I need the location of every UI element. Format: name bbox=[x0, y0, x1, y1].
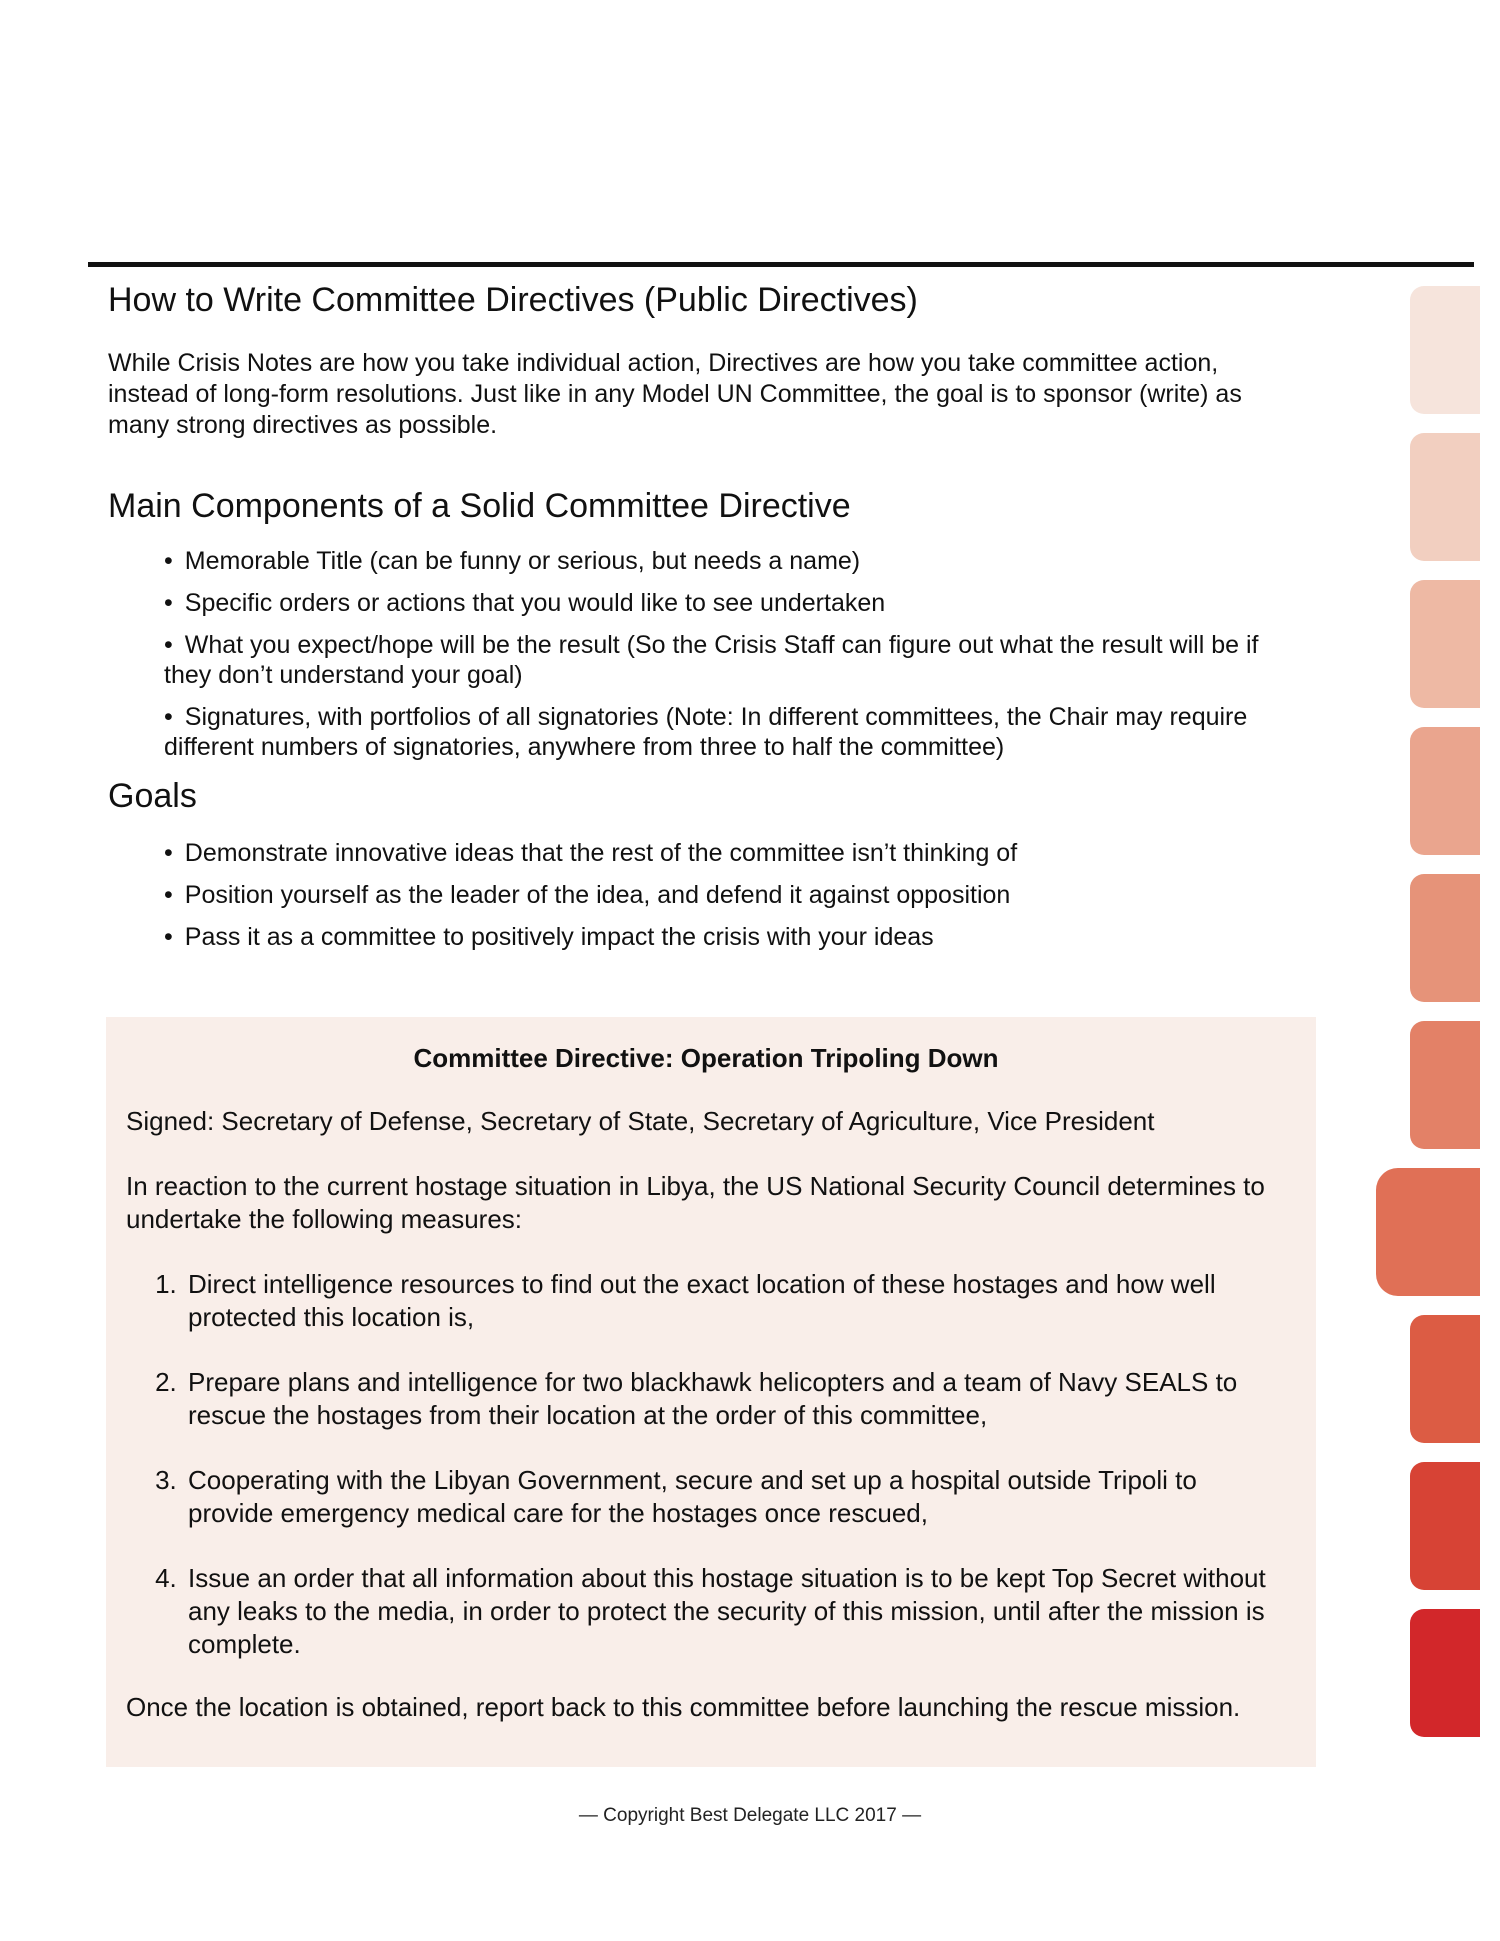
directive-example-box bbox=[106, 1017, 1316, 1767]
list-item: • Specific orders or actions that you would like to see undertaken bbox=[164, 588, 1294, 618]
components-list bbox=[108, 546, 1294, 762]
section-tab-7-active[interactable] bbox=[1376, 1168, 1480, 1296]
intro-paragraph: While Crisis Notes are how you take individual action, Directives are how you take committee action, instead of long-form resolutions. Just like in any Model UN Committee, the goal is to sponsor (write) as many strong directives as possible. bbox=[108, 349, 1242, 439]
goals-list bbox=[108, 838, 1328, 952]
directive-closing: Once the location is obtained, report back to this committee before launching the rescue mission. bbox=[126, 1692, 1241, 1722]
list-item: • Demonstrate innovative ideas that the rest of the committee isn’t thinking of bbox=[164, 838, 1328, 868]
directive-preamble: In reaction to the current hostage situation in Libya, the US National Security Council determines to undertake the following measures: bbox=[126, 1171, 1265, 1234]
main-content bbox=[108, 278, 1328, 964]
section-tab-3[interactable] bbox=[1410, 580, 1480, 708]
section-tab-6[interactable] bbox=[1410, 1021, 1480, 1149]
list-item: • Position yourself as the leader of the idea, and defend it against opposition bbox=[164, 880, 1328, 910]
list-item: • Signatures, with portfolios of all signatories (Note: In different committees, the Chair may require different numbers of signatories, anywhere from three to half the committee) bbox=[164, 702, 1294, 762]
section-tab-4[interactable] bbox=[1410, 727, 1480, 855]
goals-heading: Goals bbox=[108, 777, 197, 815]
section-tab-1[interactable] bbox=[1410, 286, 1480, 414]
directive-measures bbox=[126, 1268, 1286, 1661]
section-tab-2[interactable] bbox=[1410, 433, 1480, 561]
section-tab-10[interactable] bbox=[1410, 1609, 1480, 1737]
list-item: 3. Cooperating with the Libyan Government, secure and set up a hospital outside Tripoli to provide emergency medical care for the hostages once rescued, bbox=[184, 1464, 1286, 1530]
list-item: • Memorable Title (can be funny or serious, but needs a name) bbox=[164, 546, 1294, 576]
section-tab-8[interactable] bbox=[1410, 1315, 1480, 1443]
components-heading: Main Components of a Solid Committee Directive bbox=[108, 487, 851, 525]
list-item: 4. Issue an order that all information about this hostage situation is to be kept Top Secret without any leaks to the media, in order to protect the security of this mission, until after the mission is complete. bbox=[184, 1562, 1286, 1661]
list-item: 2. Prepare plans and intelligence for two blackhawk helicopters and a team of Navy SEALS to rescue the hostages from their location at the order of this committee, bbox=[184, 1366, 1286, 1432]
section-tab-9[interactable] bbox=[1410, 1462, 1480, 1590]
list-item: • What you expect/hope will be the result (So the Crisis Staff can figure out what the result will be if they don’t understand your goal) bbox=[164, 630, 1294, 690]
copyright-footer: — Copyright Best Delegate LLC 2017 — bbox=[578, 1805, 922, 1826]
list-item: 1. Direct intelligence resources to find out the exact location of these hostages and how well protected this location is, bbox=[184, 1268, 1286, 1334]
directive-title: Committee Directive: Operation Tripoling Down bbox=[413, 1043, 999, 1073]
section-tab-5[interactable] bbox=[1410, 874, 1480, 1002]
page-title: How to Write Committee Directives (Public Directives) bbox=[108, 281, 918, 319]
list-item: • Pass it as a committee to positively impact the crisis with your ideas bbox=[164, 922, 1328, 952]
top-rule bbox=[88, 262, 1474, 267]
directive-signatories: Signed: Secretary of Defense, Secretary of State, Secretary of Agriculture, Vice President bbox=[126, 1106, 1155, 1136]
